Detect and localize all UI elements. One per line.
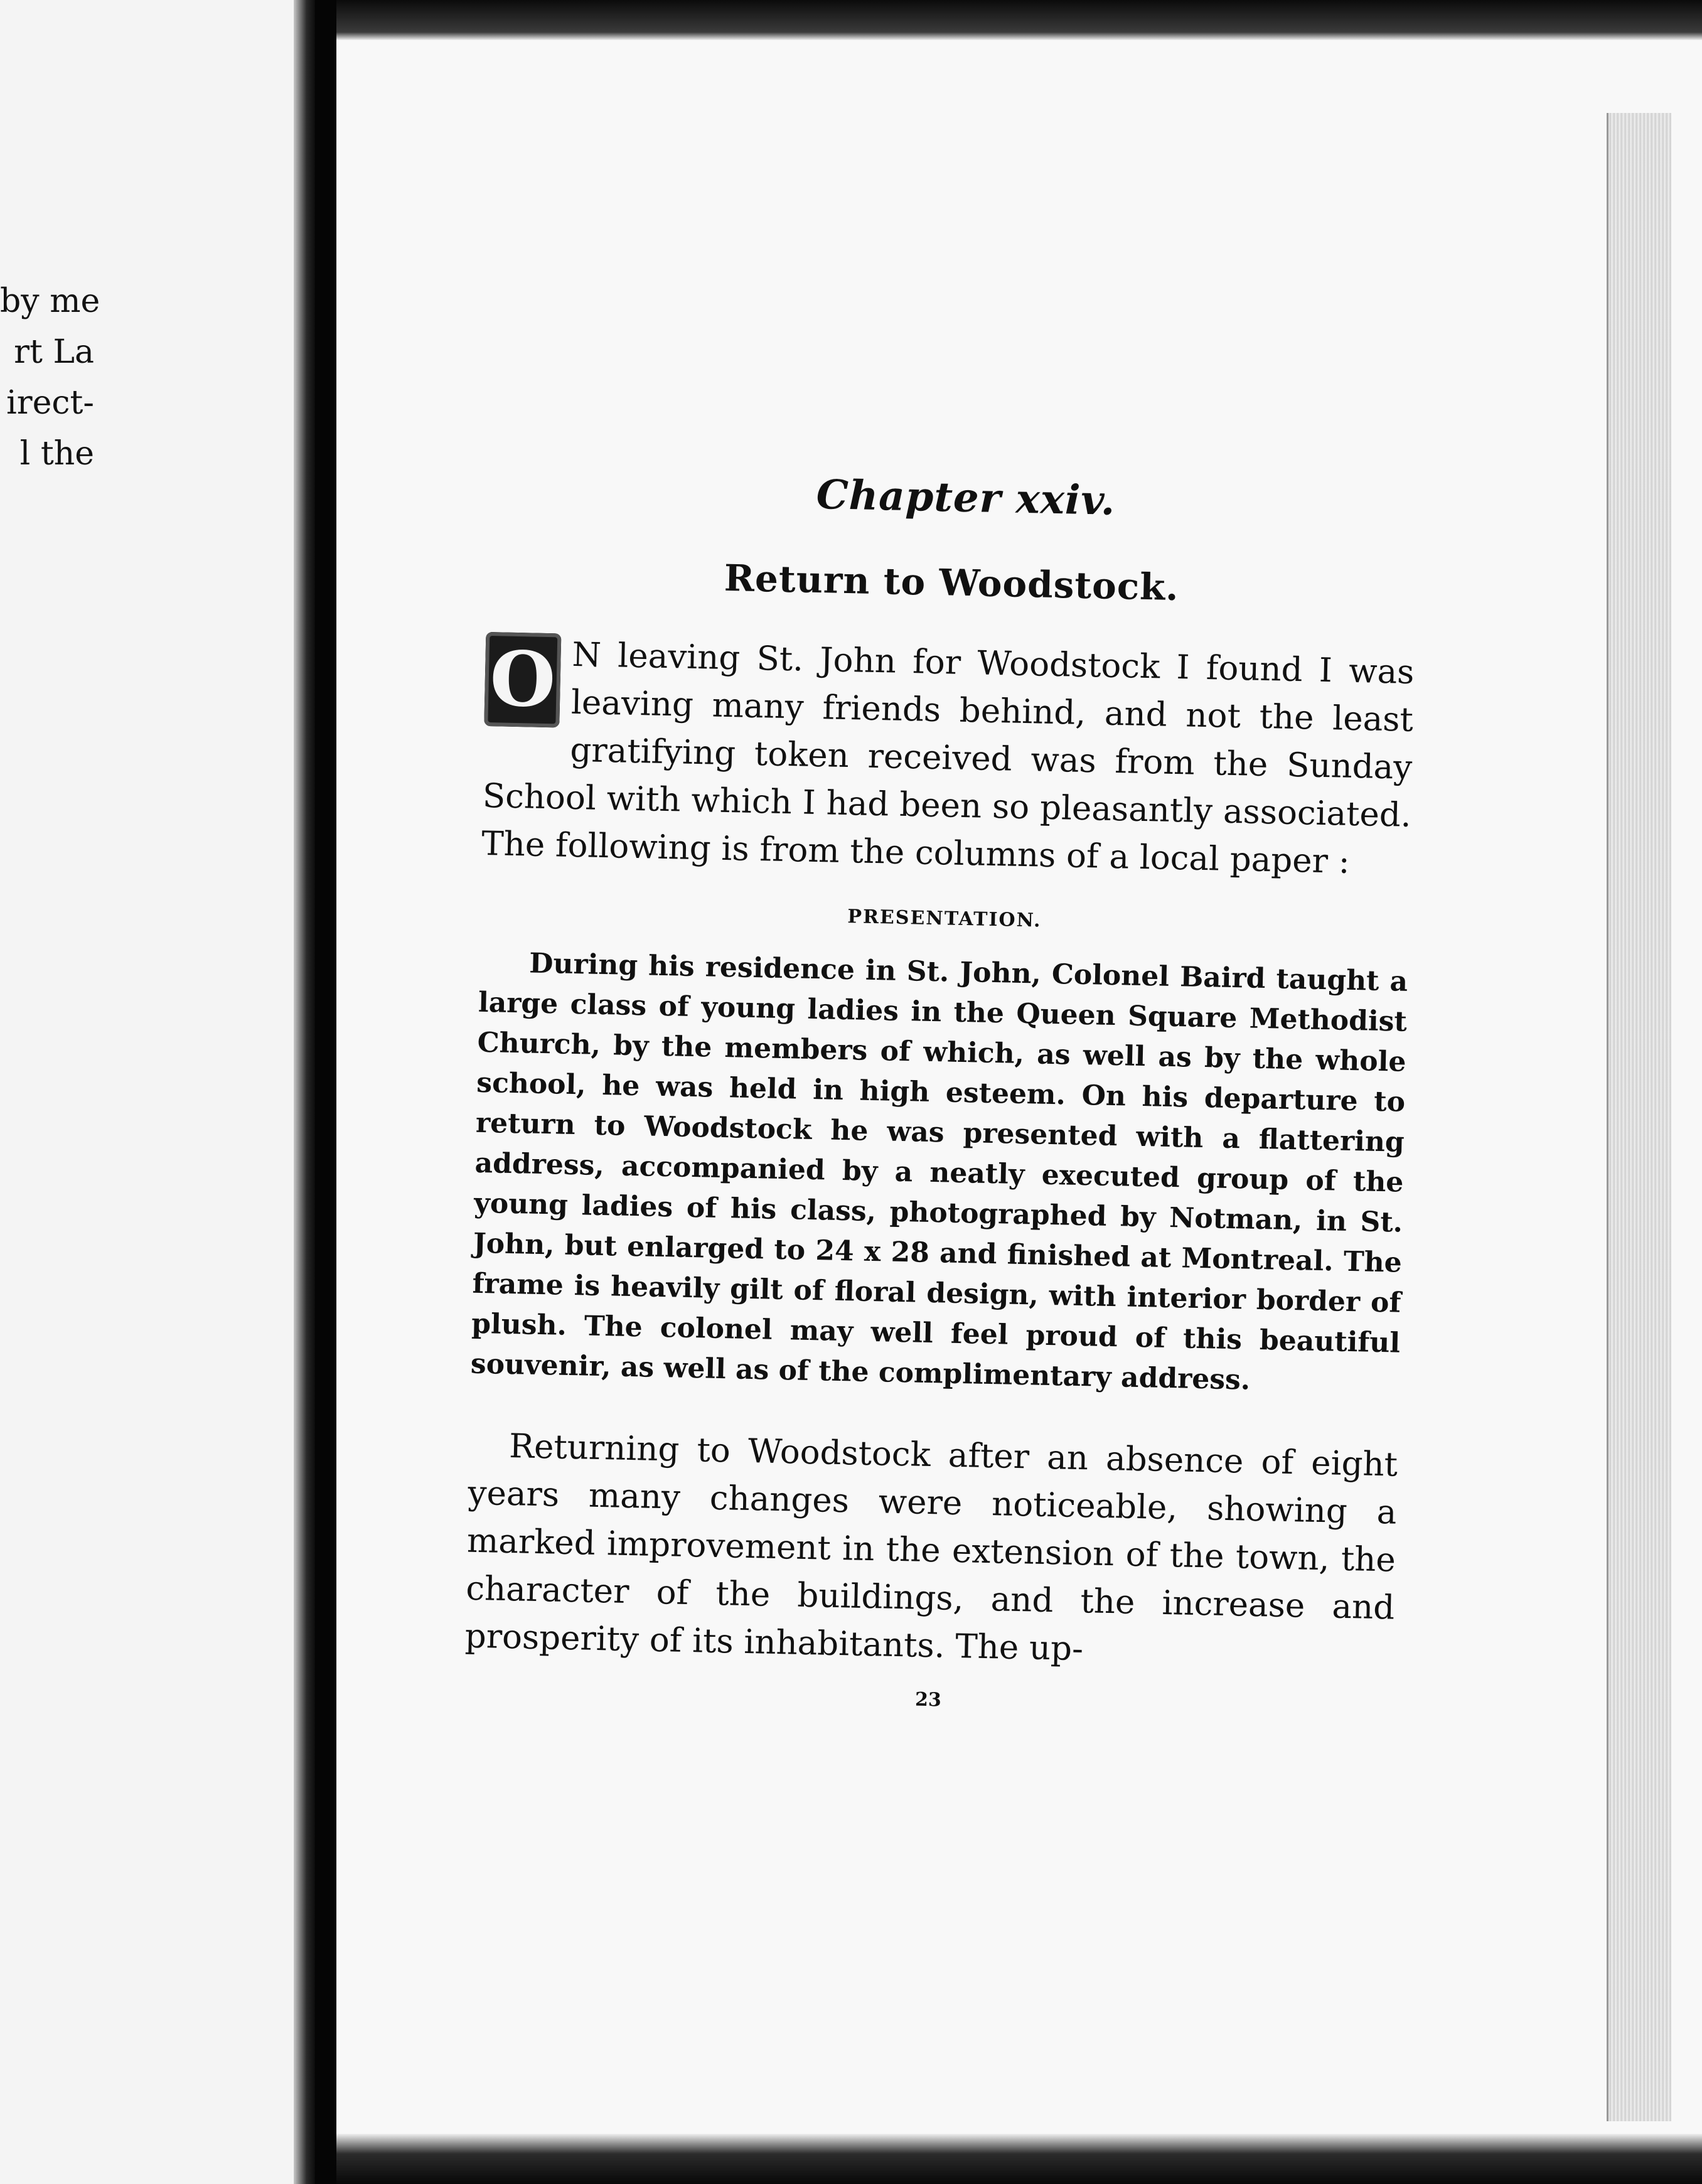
page-number: 23 xyxy=(914,1688,942,1711)
closing-paragraph: Returning to Woodstock after an absence of eight years many changes were noticeable, showing a marked improvement in the extension of the town, the character of the buildings, and the increase and prosperity of its inhabitants. The up- xyxy=(464,1427,1398,1669)
chapter-title: Return to Woodstock. xyxy=(724,556,1180,609)
intro-text: N leaving St. John for Woodstock I found I was leaving many friends behind, and not the least gratifying token received was from the Sunday School with which I had been so pleasantly associated. The following is from the columns of a local paper : xyxy=(481,635,1415,881)
chapter-heading: Chapter xxiv. xyxy=(816,471,1116,525)
top-border xyxy=(336,0,1702,40)
quoted-article: During his residence in St. John, Colonel Baird taught a large class of young ladies in the Queen Square Methodist Church, by the members of which, as well as by the whole school, he was held in high esteem. On his departure to return to Woodstock he was presented with a flattering address, accompanied by a neatly executed group of the young ladies of his class, photographed by Notman, in St. John, but enlarged to 24 x 28 and finished at Montreal. The frame is heavily gilt of floral design, with interior border of plush. The colonel may well feel proud of this beautiful souvenir, as well as of the complimentary address. xyxy=(470,947,1408,1396)
page-edges xyxy=(1607,113,1671,2121)
dropcap-initial: O xyxy=(484,632,561,727)
intro-paragraph xyxy=(481,629,1415,887)
left-page xyxy=(0,0,294,2184)
left-line: by me xyxy=(0,282,100,320)
left-page-edge xyxy=(294,0,315,2184)
left-line: rt La xyxy=(14,333,94,371)
left-page-text xyxy=(0,276,100,479)
quote-subhead: PRESENTATION. xyxy=(847,906,1042,932)
left-line: irect- xyxy=(6,384,94,422)
page-content xyxy=(464,464,1418,1721)
book-gutter xyxy=(315,0,336,2184)
left-line: l the xyxy=(19,435,94,473)
bottom-border xyxy=(336,2134,1702,2184)
